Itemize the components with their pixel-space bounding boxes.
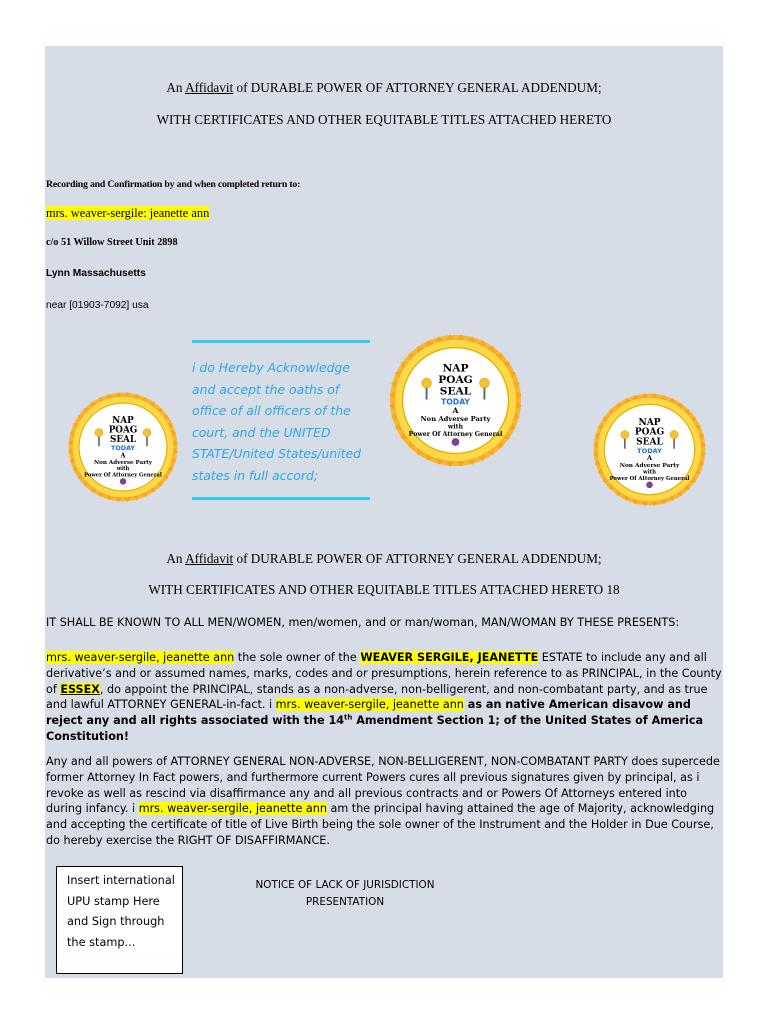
p1-b: ESTATE to include any and all derivative’s and or assumed names, marks, codes and or presumptions, herein reference to as PRINCIPAL, in the County of (46, 651, 722, 696)
seal-right-line6: Non Adverse Party (619, 462, 680, 469)
seal-center-line7: with (447, 423, 464, 431)
notice (245, 877, 445, 910)
recording-label: Recording and Confirmation by and when completed return to: (46, 179, 301, 190)
paragraph-2 (46, 754, 722, 849)
seal-center-line3: SEAL (439, 385, 472, 398)
header-line-1-suffix: of DURABLE POWER OF ATTORNEY GENERAL ADDENDUM; (236, 80, 602, 95)
seal-right-line5: A (646, 454, 653, 463)
second-affidavit-word: Affidavit (185, 551, 234, 566)
seal-left-line7: with (116, 466, 130, 473)
seal-right-line7: with (643, 469, 656, 476)
seal-right-line3: SEAL (636, 437, 663, 448)
seal-left-graphic (67, 391, 179, 503)
seal-center-line6: Non Adverse Party (420, 414, 491, 423)
seal-left-line2: POAG (108, 425, 138, 436)
seal-center-line5: A (452, 406, 459, 416)
p1-d: as an native American disavow and reject any and all rights associated with the 14 (46, 698, 691, 728)
p1-c: , do appoint the PRINCIPAL, stands as a non-adverse, non-belligerent, and non-combatant party, and as true and lawful ATTORNEY GENERAL-in-fact. i (46, 682, 708, 712)
seal-right-graphic (592, 392, 707, 507)
seal-left-line8: Power Of Attorney General (84, 472, 162, 479)
paragraph-1 (46, 650, 722, 745)
acknowledgement-text: i do Hereby Acknowledge and accept the oaths of office of all officers of the court, and the UNITED STATE/United States/united states in full accord; (192, 360, 362, 483)
recording-name-highlight: mrs. weaver-sergile: jeanette ann (46, 206, 210, 220)
seal-right (592, 392, 707, 507)
recording-name (46, 206, 209, 221)
intro-paragraph: IT SHALL BE KNOWN TO ALL MEN/WOMEN, men/women, and or man/woman, MAN/WOMAN BY THESE PRESENTS: (46, 616, 680, 629)
notice-line-2: PRESENTATION (305, 895, 385, 908)
header-line-1-prefix: An (166, 80, 183, 95)
seal-right-line2: POAG (634, 427, 665, 438)
p1-a: the sole owner of the (234, 651, 361, 664)
seal-left-line5: A (120, 451, 126, 460)
seal-center (388, 333, 523, 468)
p2-b: am the principal having attained the age of Majority, acknowledging and accepting the certificate of title of Live Birth being the sole owner of the Instrument and the Holder in Due Course, do hereby exercise the RIGHT OF DISAFFIRMANCE. (46, 802, 715, 847)
affidavit-word: Affidavit (185, 80, 234, 95)
p1-county: ESSEX (60, 682, 100, 696)
header-line-1 (45, 80, 723, 96)
p1-e: Amendment Section 1; of the United States of America Constitution! (46, 714, 704, 743)
seal-left-line4: TODAY (110, 444, 136, 453)
acknowledgement-callout (192, 340, 370, 500)
second-header-line-1 (45, 551, 723, 567)
seal-center-graphic (388, 333, 523, 468)
address-line-2: Lynn Massachusetts (46, 268, 146, 279)
p1-name2: mrs. weaver-sergile, jeanette ann (275, 698, 464, 712)
p2-a: Any and all powers of ATTORNEY GENERAL NON-ADVERSE, NON-BELLIGERENT, NON-COMBATANT PARTY does supercede former Attorney In Fact powers, and furthermore current Powers cures all previous signatures given by principal, as i revoke as well as rescind via disaffirmance any and all previous contracts and or Powers Of Attorneys entered into during infancy. i (46, 755, 720, 816)
notice-line-1: NOTICE OF LACK OF JURISDICTION (255, 879, 435, 891)
seal-left (67, 391, 179, 503)
seal-center-line1: NAP (442, 362, 469, 375)
seal-center-line4: TODAY (441, 397, 470, 407)
seal-center-line8: Power Of Attorney General (408, 431, 503, 439)
seal-right-line8: Power Of Attorney General (609, 475, 690, 482)
p1-estate: WEAVER SERGILE, JEANETTE (360, 651, 539, 664)
second-header-line-2: WITH CERTIFICATES AND OTHER EQUITABLE TITLES ATTACHED HERETO 18 (148, 582, 620, 597)
seal-center-line2: POAG (438, 374, 473, 387)
address-line-3: near [01903-7092] usa (46, 300, 149, 311)
second-header-prefix: An (166, 551, 183, 566)
stamp-instructions: Insert international UPU stamp Here and Sign through the stamp... (67, 874, 175, 949)
stamp-box (56, 866, 183, 974)
document-page (45, 46, 723, 978)
seal-left-line6: Non Adverse Party (94, 459, 152, 466)
header-line-2: WITH CERTIFICATES AND OTHER EQUITABLE TITLES ATTACHED HERETO (156, 112, 612, 127)
seal-right-line4: TODAY (637, 446, 662, 455)
p1-name: mrs. weaver-sergile, jeanette ann (46, 651, 235, 664)
p1-sup: th (344, 713, 353, 722)
second-header-suffix: of DURABLE POWER OF ATTORNEY GENERAL ADDENDUM; (236, 551, 602, 566)
address-line-1: c/o 51 Willow Street Unit 2898 (46, 237, 178, 248)
p2-name: mrs. weaver-sergile, jeanette ann (138, 802, 327, 816)
seal-right-line1: NAP (638, 417, 661, 428)
seal-left-line1: NAP (112, 416, 134, 426)
seal-left-line3: SEAL (109, 435, 137, 446)
